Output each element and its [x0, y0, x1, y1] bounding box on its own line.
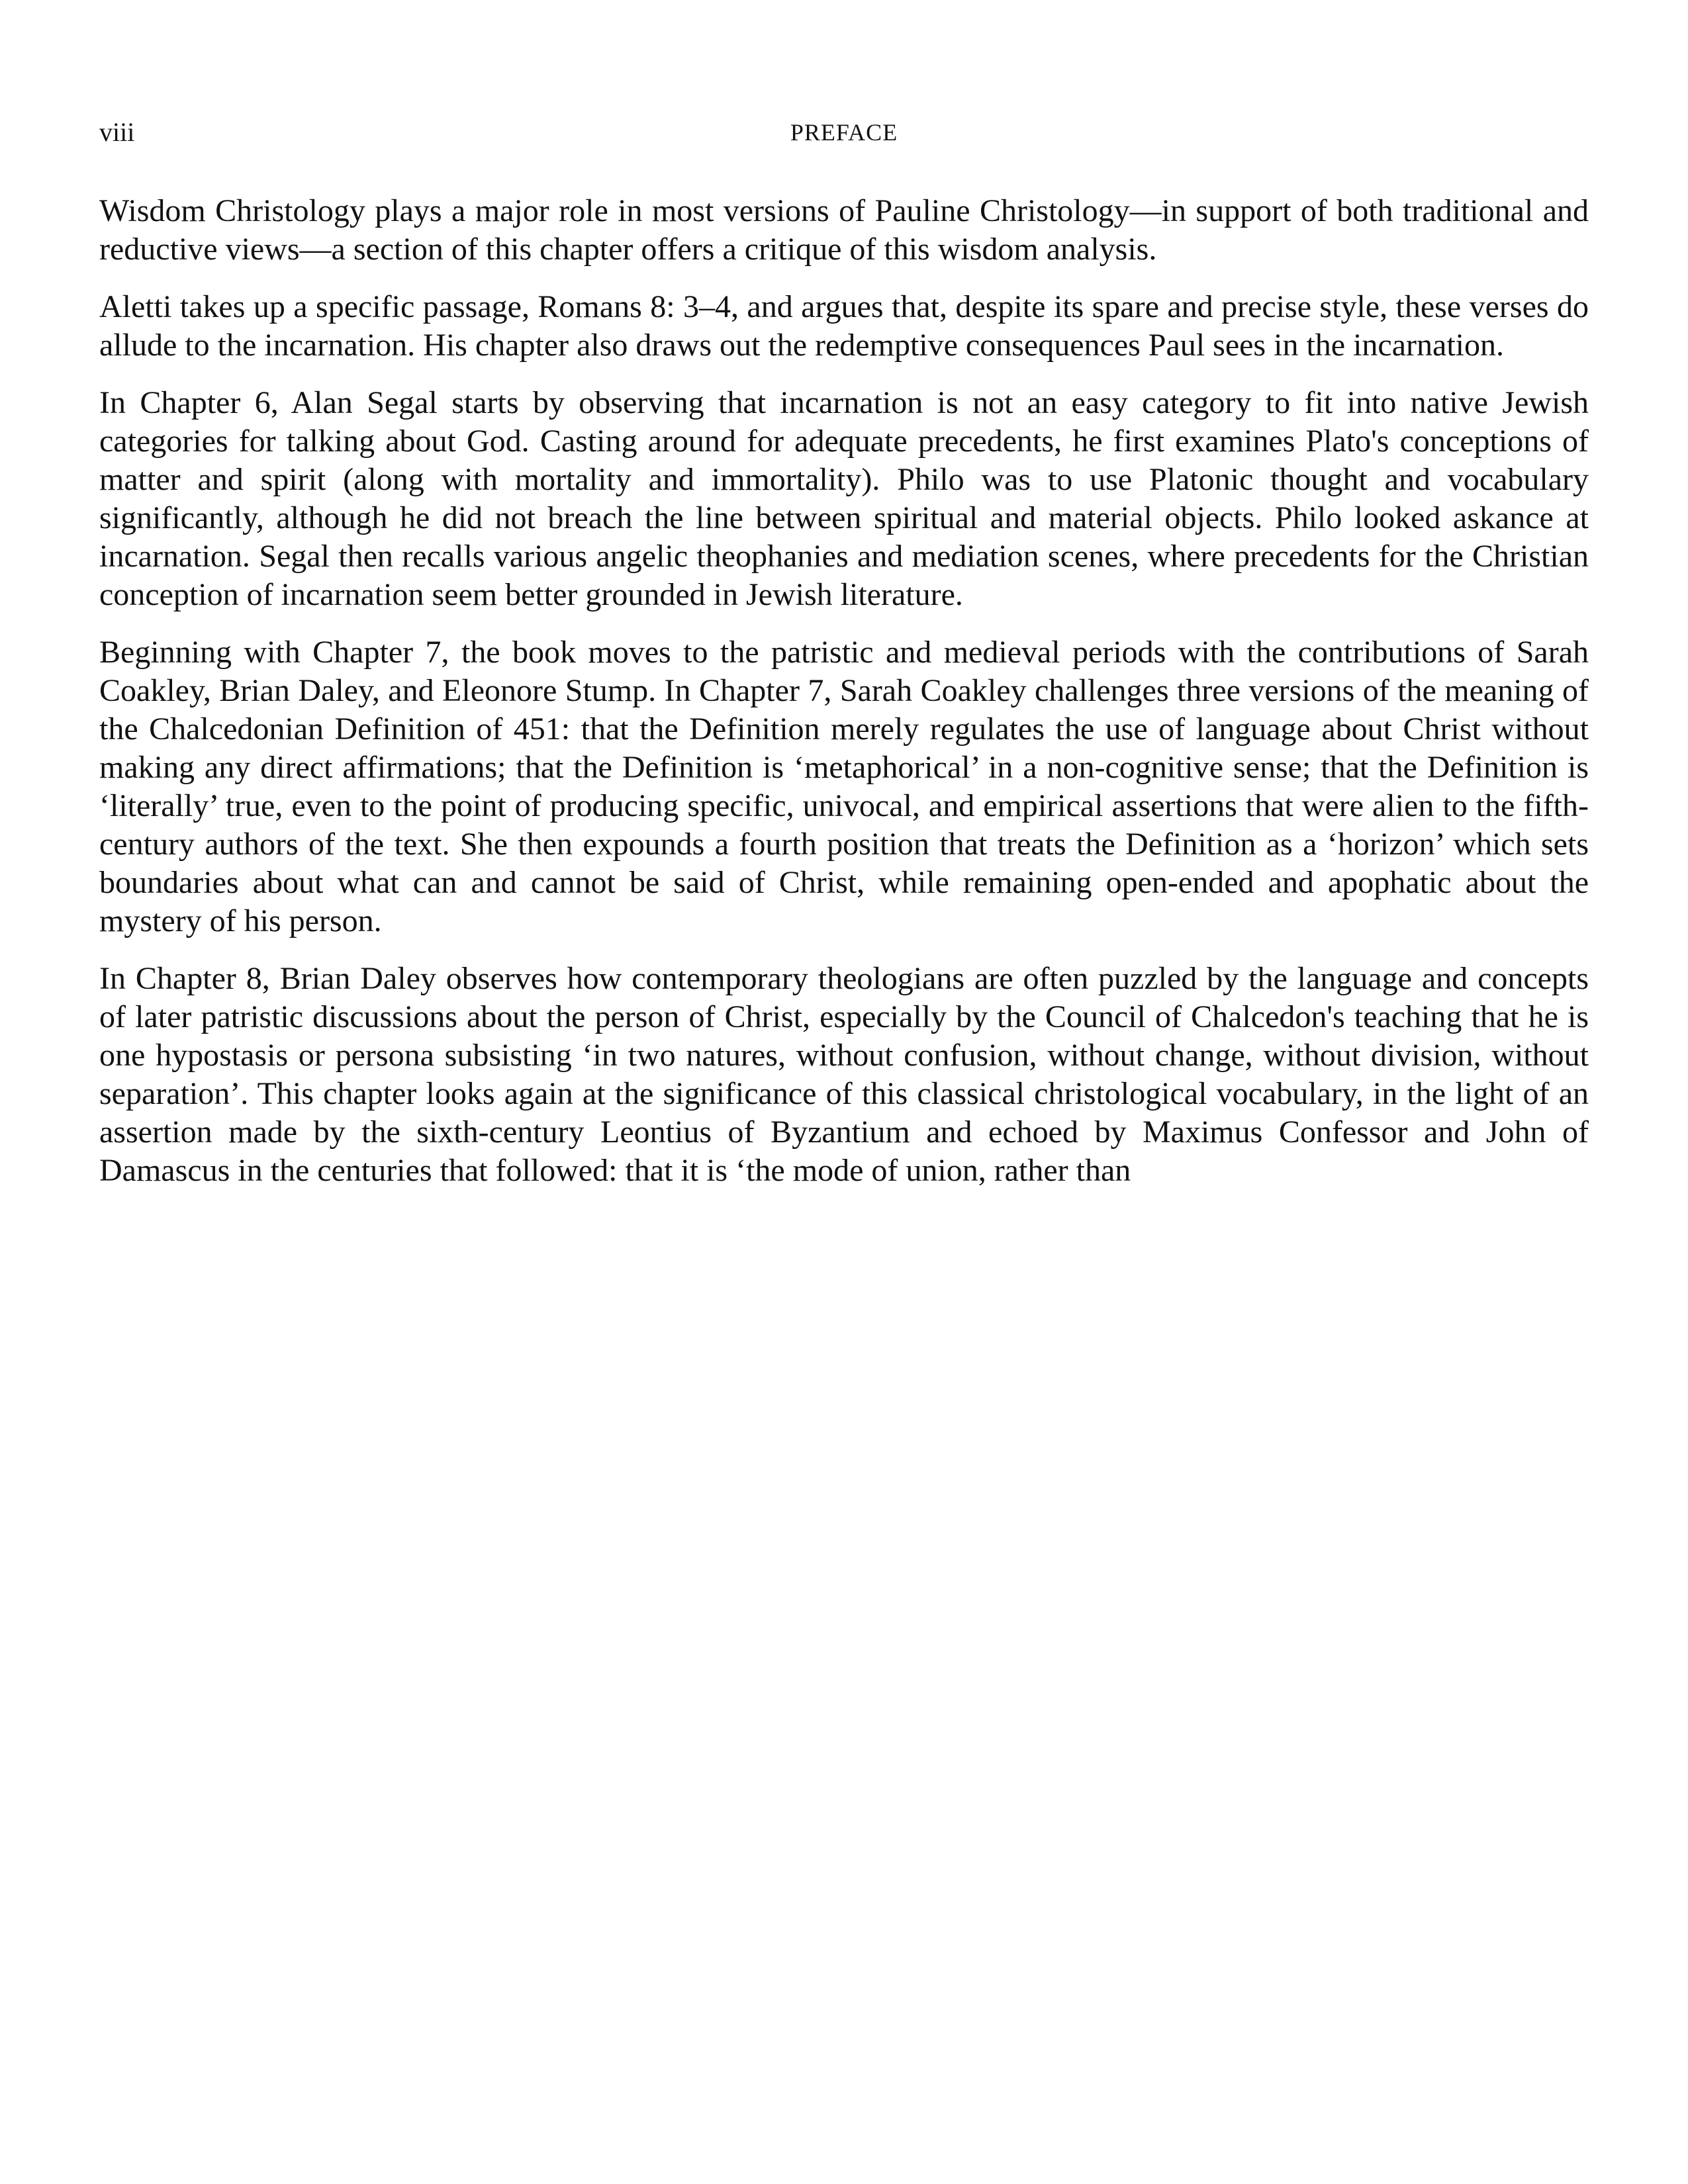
book-page: [99, 113, 1589, 1209]
page-number: viii: [99, 117, 135, 147]
paragraph-wisdom-christology: Wisdom Christology plays a major role in most versions of Pauline Christology—in support of both traditional and reductive views—a section of this chapter offers a critique of this wisdom analysis.: [99, 193, 1589, 267]
paragraph-chapter-8: In Chapter 8, Brian Daley observes how contemporary theologians are often puzzled by the language and concepts of later patristic discussions about the person of Christ, especially by the Council of Chalcedon's teaching that he is one hypostasis or persona subsisting ‘in two natures, without confusion, without change, without division, without separation’. This chapter looks again at the significance of this classical christological vocabulary, in the light of an assertion made by the sixth-century Leontius of Byzantium and echoed by Maximus Confessor and John of Damascus in the centuries that followed: that it is ‘the mode of union, rather than: [99, 961, 1589, 1188]
running-head: [99, 113, 1589, 152]
body-text: [99, 192, 1589, 1190]
paragraph-aletti: Aletti takes up a specific passage, Romans 8: 3–4, and argues that, despite its spare and precise style, these verses do allude to the incarnation. His chapter also draws out the redemptive consequences Paul sees in the incarnation.: [99, 289, 1589, 363]
paragraph-chapter-6: In Chapter 6, Alan Segal starts by observing that incarnation is not an easy category to fit into native Jewish categories for talking about God. Casting around for adequate precedents, he first examines Plato's conceptions of matter and spirit (along with mortality and immortality). Philo was to use Platonic thought and vocabulary significantly, although he did not breach the line between spiritual and material objects. Philo looked askance at incarnation. Segal then recalls various angelic theophanies and mediation scenes, where precedents for the Christian conception of incarnation seem better grounded in Jewish literature.: [99, 385, 1589, 612]
section-title: PREFACE: [790, 119, 898, 146]
paragraph-chapter-7: Beginning with Chapter 7, the book moves to the patristic and medieval periods with the contributions of Sarah Coakley, Brian Daley, and Eleonore Stump. In Chapter 7, Sarah Coakley challenges three versions of the meaning of the Chalcedonian Definition of 451: that the Definition merely regulates the use of language about Christ without making any direct affirmations; that the Definition is ‘metaphorical’ in a non-cognitive sense; that the Definition is ‘literally’ true, even to the point of producing specific, univocal, and empirical assertions that were alien to the fifth-century authors of the text. She then expounds a fourth position that treats the Definition as a ‘horizon’ which sets boundaries about what can and cannot be said of Christ, while remaining open-ended and apophatic about the mystery of his person.: [99, 635, 1589, 938]
